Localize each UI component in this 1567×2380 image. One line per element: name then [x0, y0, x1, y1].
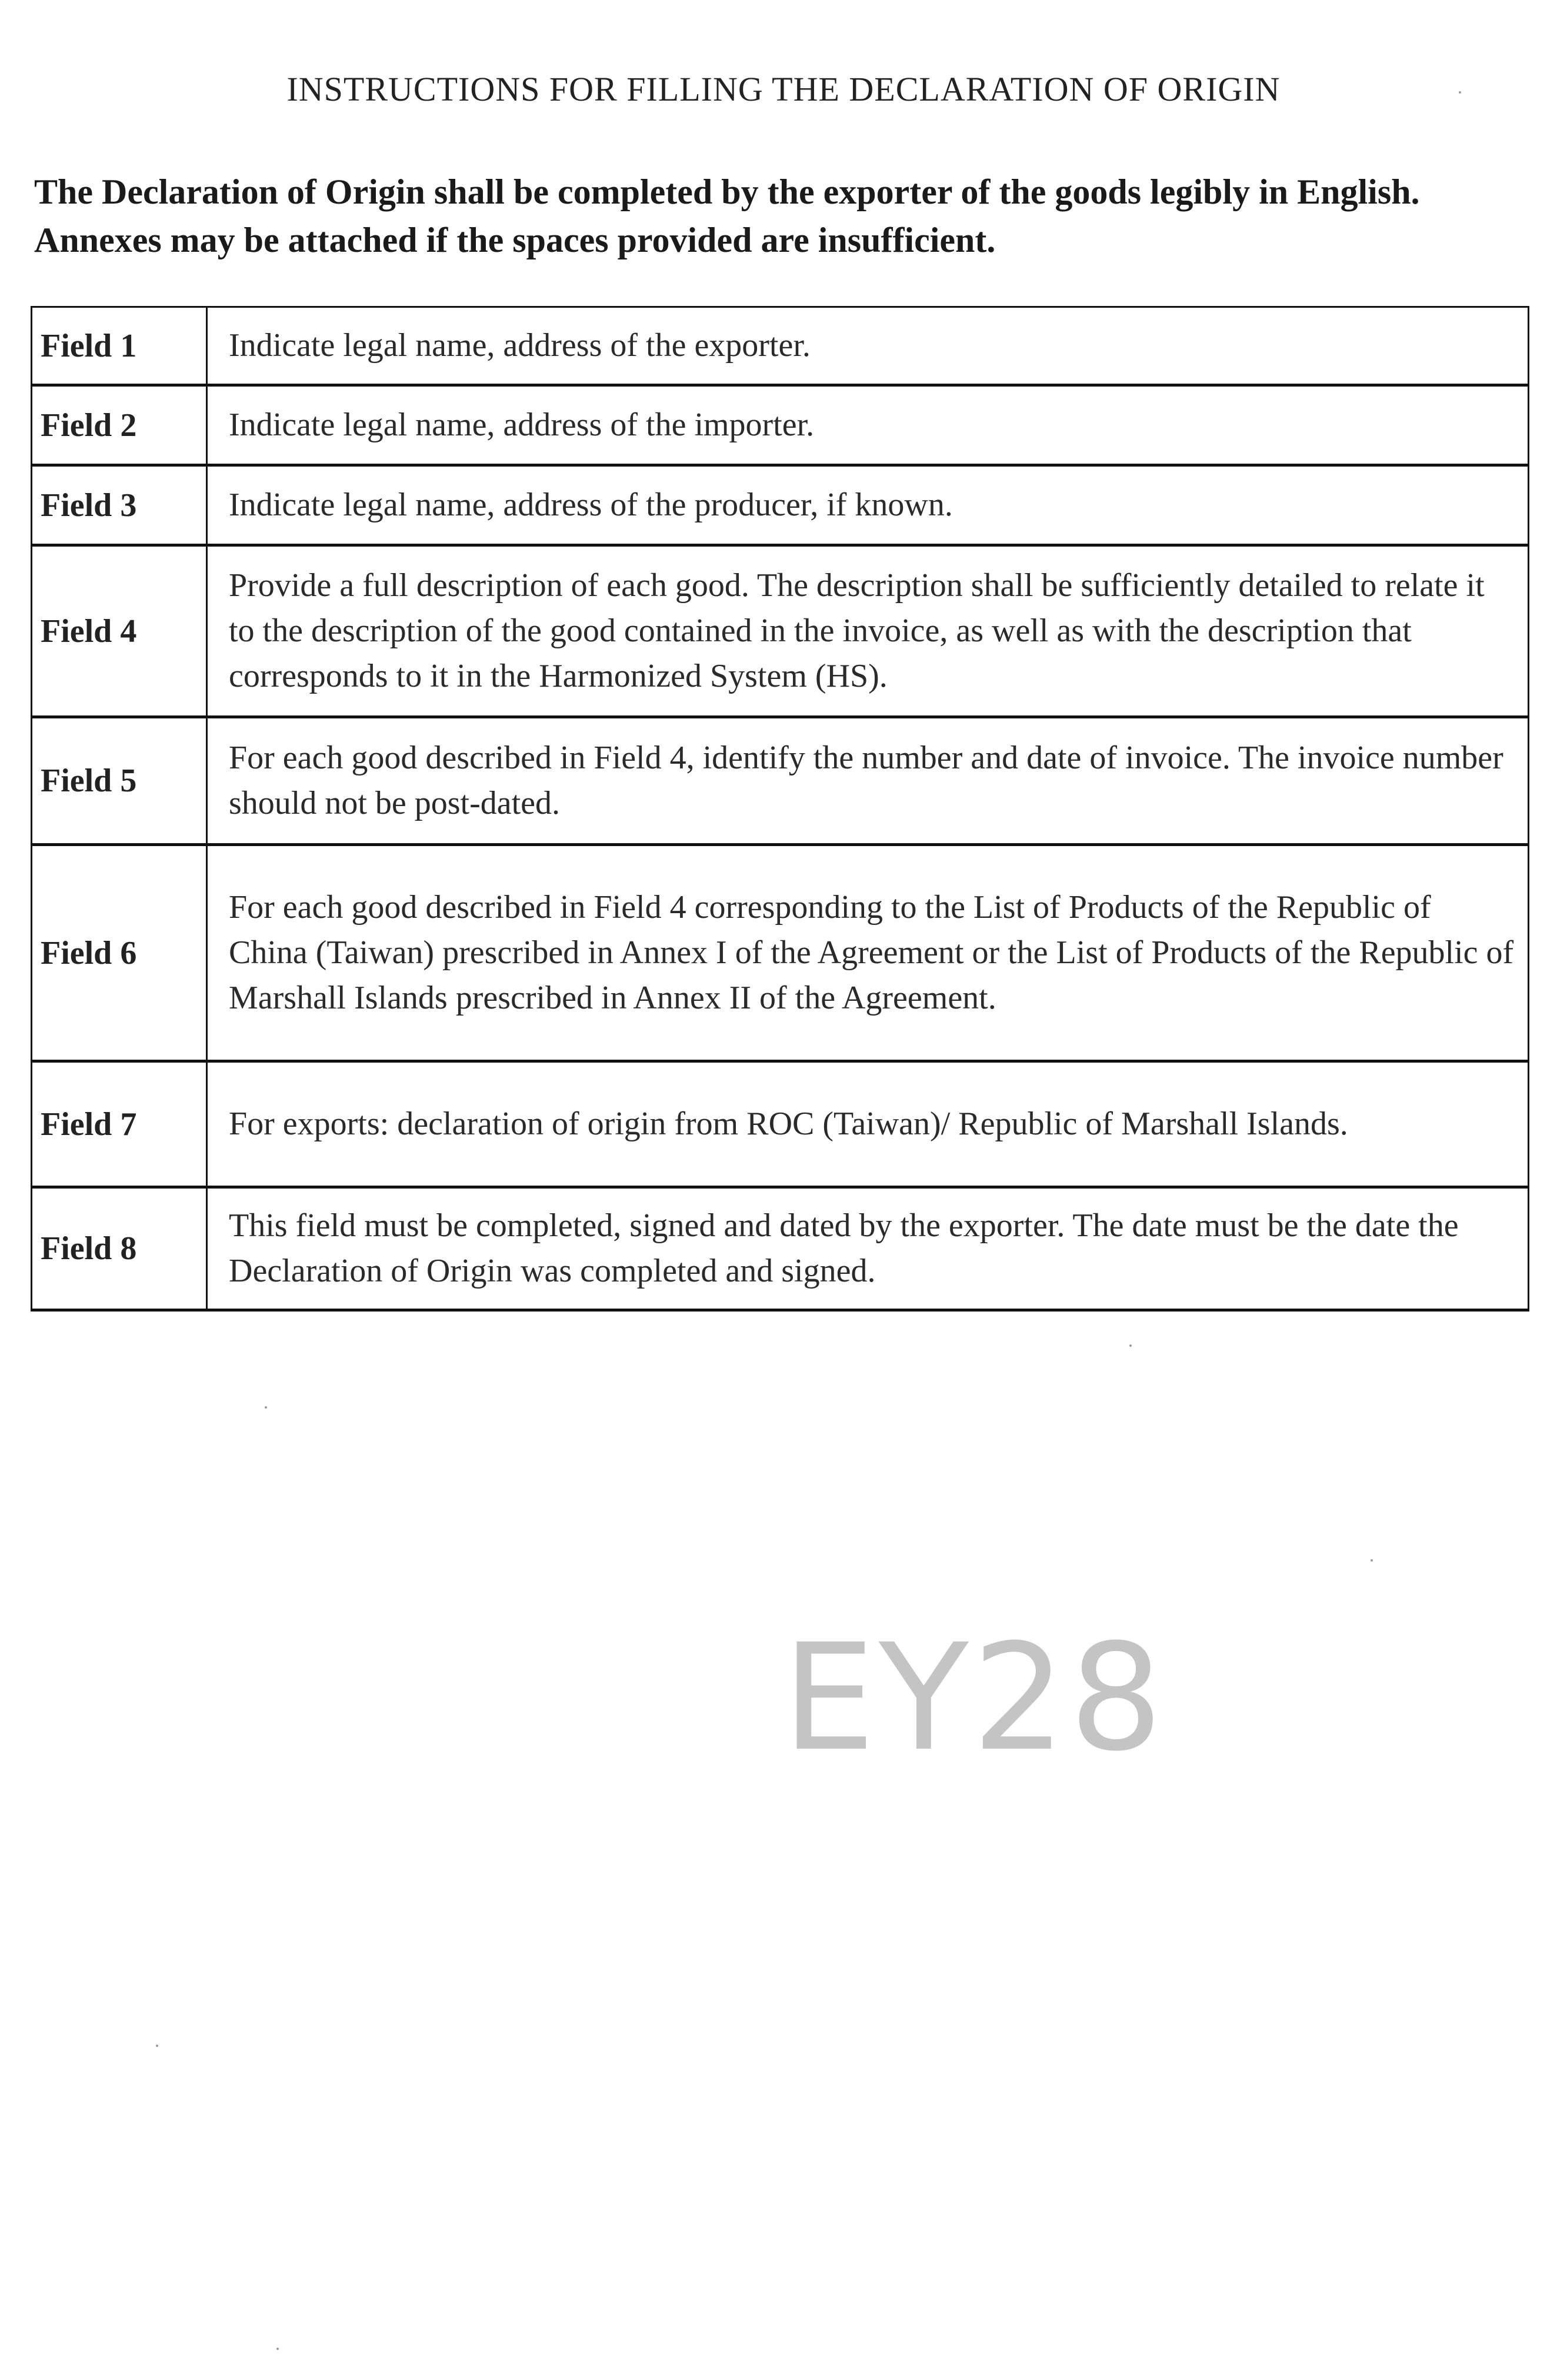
table-row: [32, 307, 1529, 385]
field-label: Field 5: [32, 717, 207, 845]
watermark-stamp: EY28: [782, 1612, 1166, 1783]
scan-speck: [1129, 1344, 1132, 1347]
field-label: Field 4: [32, 545, 207, 717]
scan-speck: [156, 2045, 158, 2047]
scan-speck: [1459, 91, 1461, 94]
field-label: Field 2: [32, 385, 207, 465]
field-label: Field 1: [32, 307, 207, 385]
field-label: Field 6: [32, 845, 207, 1061]
field-description: This field must be completed, signed and dated by the exporter. The date must be the date the Declaration of Origin was completed and signed.: [207, 1187, 1529, 1310]
table-row: [32, 717, 1529, 845]
table-row: [32, 845, 1529, 1061]
table-row: [32, 465, 1529, 545]
field-description: For each good described in Field 4, identify the number and date of invoice. The invoice number should not be post-dated.: [207, 717, 1529, 845]
scan-speck: [276, 2348, 279, 2350]
scan-speck: [1371, 1559, 1373, 1562]
table-row: [32, 385, 1529, 465]
table-row: [32, 545, 1529, 717]
field-description: Indicate legal name, address of the exporter.: [207, 307, 1529, 385]
field-description: For exports: declaration of origin from ROC (Taiwan)/ Republic of Marshall Islands.: [207, 1061, 1529, 1187]
field-label: Field 7: [32, 1061, 207, 1187]
intro-paragraph: The Declaration of Origin shall be completed by the exporter of the goods legibly in English. Annexes may be attached if the spaces provided are insufficient.: [34, 172, 1420, 259]
field-description: Indicate legal name, address of the importer.: [207, 385, 1529, 465]
table-row: [32, 1187, 1529, 1310]
field-description: For each good described in Field 4 corresponding to the List of Products of the Republic of China (Taiwan) prescribed in Annex I of the Agreement or the List of Products of the Republic of Marshall Islands prescribed in Annex II of the Agreement.: [207, 845, 1529, 1061]
scan-speck: [265, 1406, 267, 1409]
document-title: INSTRUCTIONS FOR FILLING THE DECLARATION OF ORIGIN: [286, 70, 1281, 108]
table-row: [32, 1061, 1529, 1187]
fields-table: [31, 306, 1529, 1312]
field-label: Field 3: [32, 465, 207, 545]
field-description: Indicate legal name, address of the producer, if known.: [207, 465, 1529, 545]
field-description: Provide a full description of each good. The description shall be sufficiently detailed to relate it to the description of the good contained in the invoice, as well as with the description that corresponds to it in the Harmonized System (HS).: [207, 545, 1529, 717]
field-label: Field 8: [32, 1187, 207, 1310]
